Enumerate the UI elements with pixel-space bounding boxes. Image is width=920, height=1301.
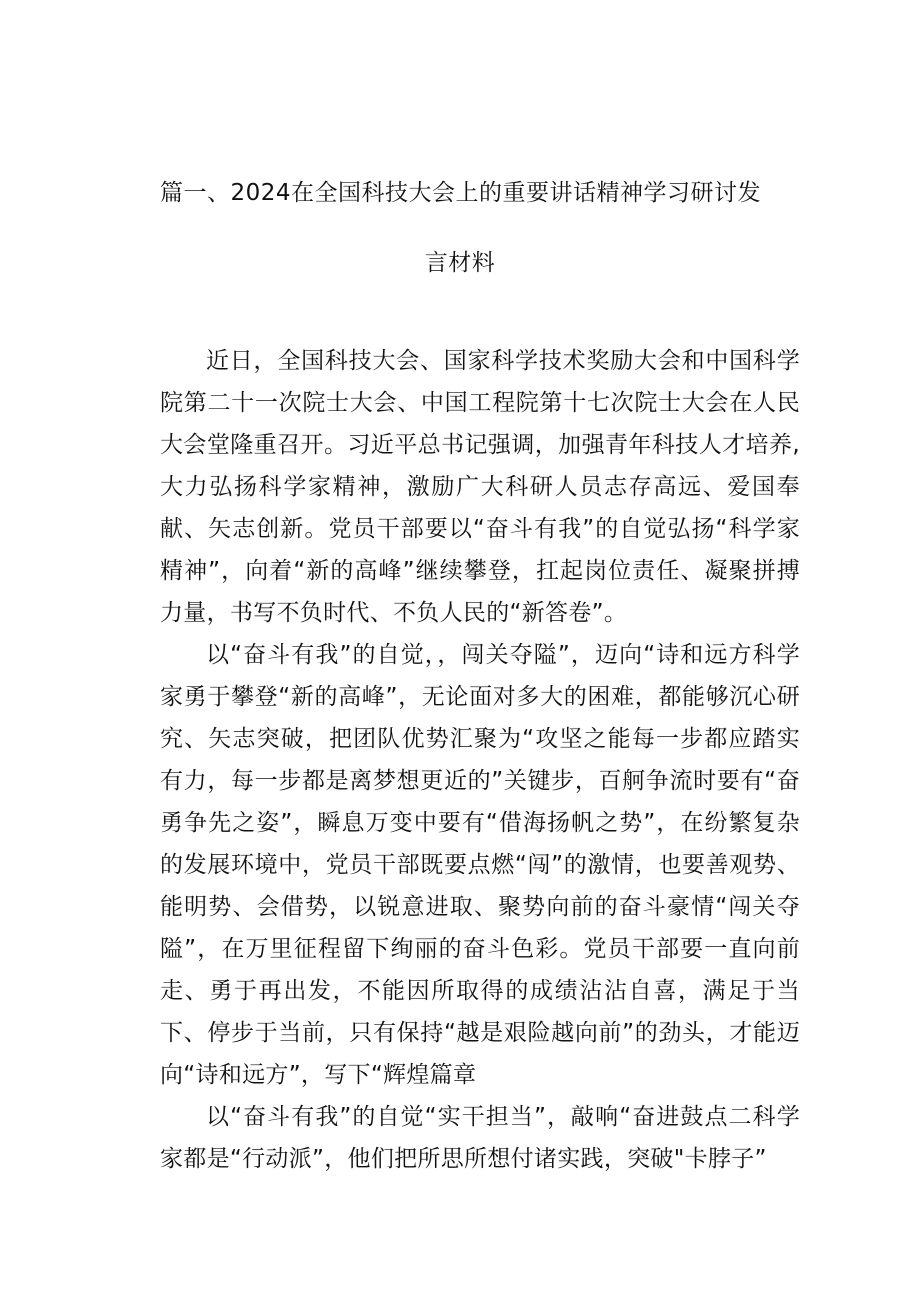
paragraph-2: 以“奋斗有我”的自觉，，闯关夺隘”，迈向“诗和远方科学家勇于攀登“新的高峰”，无论面对多大的困难，都能够沉心研究、矢志突破，把团队优势汇聚为“攻坚之能每一步都应踏实有力，每一步都是离梦想更近的”关键步，百舸争流时要有“奋勇争先之姿”，瞬息万变中要有“借海扬帆之势”，在纷繁复杂的发展环境中，党员干部既要点燃“闯”的激情，也要善观势、能明势、会借势，以锐意进取、聚势向前的奋斗豪情“闯关夺隘”，在万里征程留下绚丽的奋斗色彩。党员干部要一直向前走、勇于再出发，不能因所取得的成绩沾沾自喜，满足于当下、停步于当前，只有保持“越是艰险越向前”的劲头，才能迈向“诗和远方”，写下“辉煌篇章 — [160, 642, 800, 1088]
paragraph-1: 近日，全国科技大会、国家科学技术奖励大会和中国科学院第二十一次院士大会、中国工程院第十七次院士大会在人民大会堂隆重召开。习近平总书记强调，加强青年科技人才培养,大力弘扬科学家精神，激励广大科研人员志存高远、爱国奉献、矢志创新。党员干部要以“奋斗有我”的自觉弘扬“科学家精神”，向着“新的高峰”继续攀登，扛起岗位责任、凝聚拼搏力量，书写不负时代、不负人民的“新答卷”。 — [160, 348, 800, 626]
document-title-line-2: 言材料 — [424, 250, 496, 276]
paragraph-3: 以“奋斗有我”的自觉“实干担当”，敲响“奋进鼓点二科学家都是“行动派”，他们把所思所想付诸实践，突破"卡脖子” — [160, 1104, 800, 1172]
document-body — [160, 340, 800, 1180]
document-title-line-1: 篇一、2024在全国科技大会上的重要讲话精神学习研讨发 — [160, 180, 762, 206]
